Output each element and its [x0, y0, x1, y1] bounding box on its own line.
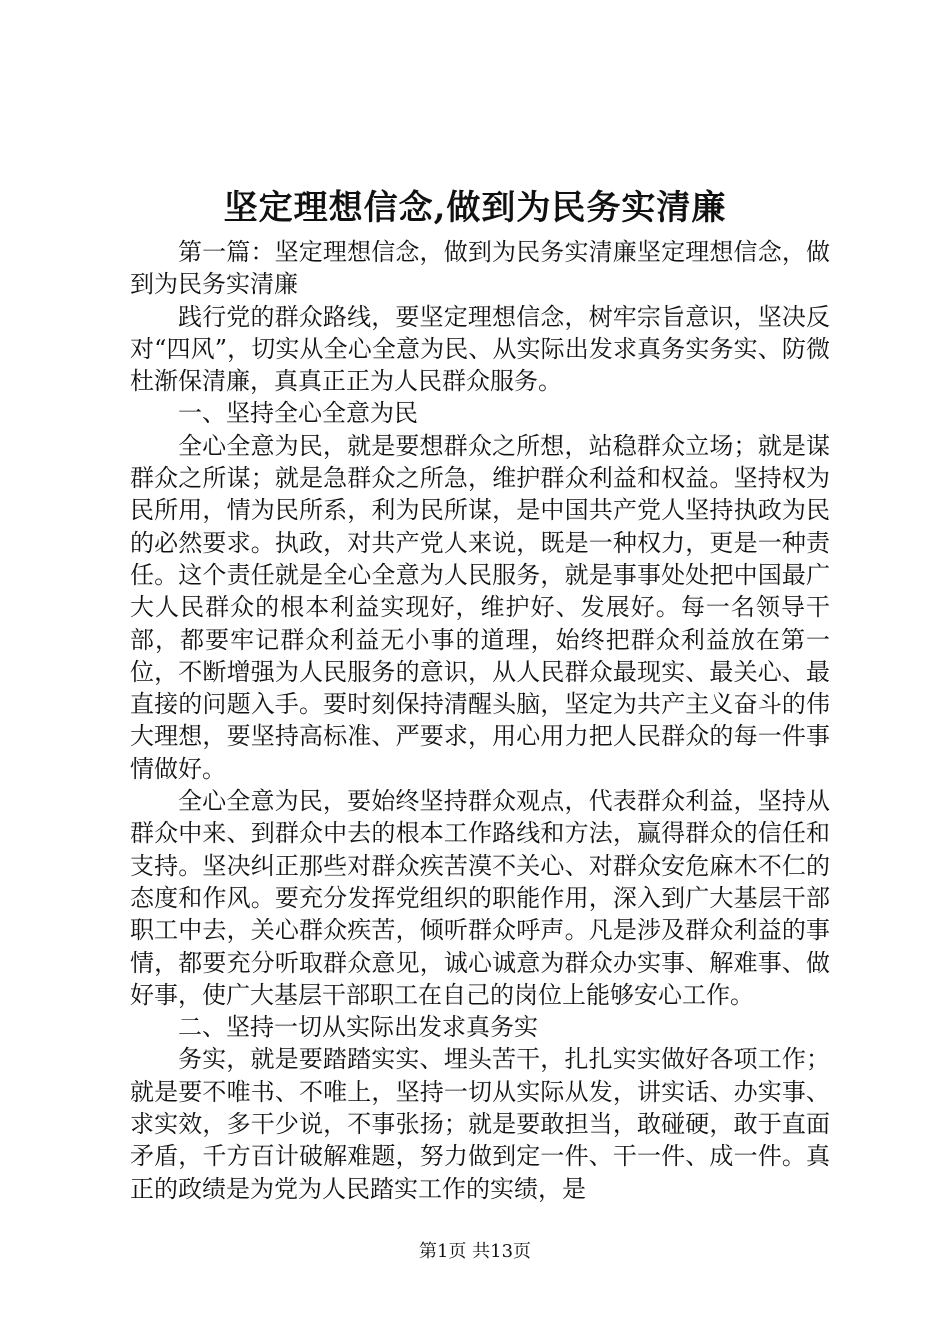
section-heading-1: 一、坚持全心全意为民	[178, 399, 418, 428]
paragraph-intro: 第一篇：坚定理想信念，做到为民务实清廉坚定理想信念，做到为民务实清廉	[130, 238, 830, 299]
paragraph-pragmatism: 务实，就是要踏踏实实、埋头苦干，扎扎实实做好各项工作；就是要不唯书、不唯上，坚持一切从实际从发，讲实话、办实事、求实效，多干少说，不事张扬；就是要敢担当，敢碰硬，敢于直面矛盾，千方百计破解难题，努力做到定一件、干一件、成一件。真正的政绩是为党为人民踏实工作的实绩，是	[130, 1045, 830, 1203]
paragraph-mass-line: 践行党的群众路线，要坚定理想信念，树牢宗旨意识，坚决反对“四风”，切实从全心全意为民、从实际出发求真务实务实、防微杜渐保清廉，真真正正为人民群众服务。	[130, 302, 830, 396]
paragraph-serve-people-1: 全心全意为民，就是要想群众之所想，站稳群众立场；就是谋群众之所谋；就是急群众之所急，维护群众利益和权益。坚持权为民所用，情为民所系，利为民所谋，是中国共产党人坚持执政为民的必然要求。执政，对共产党人来说，既是一种权力，更是一种责任。这个责任就是全心全意为人民服务，就是事事处处把中国最广大人民群众的根本利益实现好，维护好、发展好。每一名领导干部，都要牢记群众利益无小事的道理，始终把群众利益放在第一位，不断增强为人民服务的意识，从人民群众最现实、最关心、最直接的问题入手。要时刻保持清醒头脑，坚定为共产主义奋斗的伟大理想，要坚持高标准、严要求，用心用力把人民群众的每一件事情做好。	[130, 431, 830, 783]
section-heading-2: 二、坚持一切从实际出发求真务实	[178, 1013, 538, 1042]
page-footer: 第1页 共13页	[418, 1241, 532, 1262]
paragraph-serve-people-2: 全心全意为民，要始终坚持群众观点，代表群众利益，坚持从群众中来、到群众中去的根本工作路线和方法，赢得群众的信任和支持。坚决纠正那些对群众疾苦漠不关心、对群众安危麻木不仁的态度和作风。要充分发挥党组织的职能作用，深入到广大基层干部职工中去，关心群众疾苦，倾听群众呼声。凡是涉及群众利益的事情，都要充分听取群众意见，诚心诚意为群众办实事、解难事、做好事，使广大基层干部职工在自己的岗位上能够安心工作。	[130, 787, 830, 1009]
document-body	[130, 236, 830, 1205]
document-title: 坚定理想信念,做到为民务实清廉	[223, 188, 727, 228]
